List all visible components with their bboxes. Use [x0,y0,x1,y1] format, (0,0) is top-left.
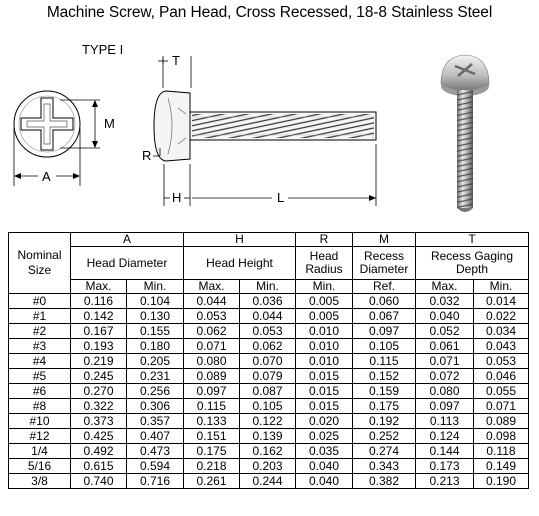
value-cell: 0.373 [71,414,127,429]
value-cell: 0.218 [184,459,240,474]
size-cell: #8 [9,399,71,414]
value-cell: 0.139 [240,429,296,444]
value-cell: 0.010 [296,339,353,354]
value-cell: 0.032 [416,294,474,309]
group-header-r: R [296,233,353,247]
table-row [9,294,529,309]
group-header-a: A [71,233,184,247]
column-header: Min. [474,280,529,294]
table-row [9,369,529,384]
value-cell: 0.044 [240,309,296,324]
value-cell: 0.010 [296,354,353,369]
label-t: T [172,53,180,68]
value-cell: 0.071 [474,399,529,414]
table-row [9,444,529,459]
column-header: Min. [296,280,353,294]
screw-side-view [142,53,376,206]
value-cell: 0.252 [353,429,416,444]
type-label: TYPE I [82,42,124,57]
column-header: Max. [184,280,240,294]
value-cell: 0.180 [127,339,184,354]
label-l: L [277,190,285,205]
value-cell: 0.067 [353,309,416,324]
value-cell: 0.122 [240,414,296,429]
group-header-h: H [184,233,296,247]
value-cell: 0.219 [71,354,127,369]
spec-table [8,232,529,489]
value-cell: 0.205 [127,354,184,369]
value-cell: 0.080 [416,384,474,399]
screw-photo [441,55,489,212]
value-cell: 0.190 [474,474,529,489]
value-cell: 0.473 [127,444,184,459]
value-cell: 0.322 [71,399,127,414]
value-cell: 0.382 [353,474,416,489]
size-cell: #4 [9,354,71,369]
value-cell: 0.020 [296,414,353,429]
value-cell: 0.149 [474,459,529,474]
value-cell: 0.055 [474,384,529,399]
value-cell: 0.097 [353,324,416,339]
table-row [9,354,529,369]
value-cell: 0.175 [353,399,416,414]
value-cell: 0.162 [240,444,296,459]
value-cell: 0.052 [416,324,474,339]
value-cell: 0.105 [353,339,416,354]
column-header-row [9,280,529,294]
value-cell: 0.044 [184,294,240,309]
column-header: Min. [240,280,296,294]
value-cell: 0.113 [416,414,474,429]
value-cell: 0.343 [353,459,416,474]
value-cell: 0.144 [416,444,474,459]
value-cell: 0.097 [184,384,240,399]
sub-header-head-diameter: Head Diameter [71,247,184,280]
value-cell: 0.116 [71,294,127,309]
value-cell: 0.040 [296,459,353,474]
value-cell: 0.060 [353,294,416,309]
value-cell: 0.152 [353,369,416,384]
value-cell: 0.025 [296,429,353,444]
value-cell: 0.035 [296,444,353,459]
label-a: A [42,169,51,184]
value-cell: 0.070 [240,354,296,369]
value-cell: 0.043 [474,339,529,354]
value-cell: 0.089 [474,414,529,429]
value-cell: 0.203 [240,459,296,474]
size-cell: 1/4 [9,444,71,459]
value-cell: 0.072 [416,369,474,384]
value-cell: 0.124 [416,429,474,444]
value-cell: 0.104 [127,294,184,309]
value-cell: 0.151 [184,429,240,444]
size-cell: #3 [9,339,71,354]
value-cell: 0.053 [184,309,240,324]
column-header: Min. [127,280,184,294]
value-cell: 0.097 [416,399,474,414]
table-body [9,294,529,489]
value-cell: 0.306 [127,399,184,414]
size-cell: #1 [9,309,71,324]
value-cell: 0.142 [71,309,127,324]
size-cell: #2 [9,324,71,339]
value-cell: 0.005 [296,309,353,324]
value-cell: 0.087 [240,384,296,399]
value-cell: 0.062 [184,324,240,339]
value-cell: 0.046 [474,369,529,384]
column-header: Max. [71,280,127,294]
label-m: M [104,116,115,131]
value-cell: 0.098 [474,429,529,444]
size-cell: 3/8 [9,474,71,489]
value-cell: 0.005 [296,294,353,309]
value-cell: 0.089 [184,369,240,384]
value-cell: 0.425 [71,429,127,444]
value-cell: 0.130 [127,309,184,324]
size-cell: #6 [9,384,71,399]
value-cell: 0.270 [71,384,127,399]
value-cell: 0.118 [474,444,529,459]
value-cell: 0.022 [474,309,529,324]
value-cell: 0.053 [240,324,296,339]
value-cell: 0.244 [240,474,296,489]
value-cell: 0.407 [127,429,184,444]
screw-diagram-svg [0,26,539,226]
column-header: Ref. [353,280,416,294]
table-row [9,414,529,429]
group-header-m: M [353,233,416,247]
value-cell: 0.015 [296,384,353,399]
column-header: Max. [416,280,474,294]
screw-figure [0,26,539,226]
value-cell: 0.594 [127,459,184,474]
value-cell: 0.159 [353,384,416,399]
value-cell: 0.034 [474,324,529,339]
size-cell: #5 [9,369,71,384]
table-row [9,399,529,414]
value-cell: 0.071 [184,339,240,354]
table-row [9,339,529,354]
value-cell: 0.071 [416,354,474,369]
value-cell: 0.256 [127,384,184,399]
value-cell: 0.015 [296,399,353,414]
table-row [9,429,529,444]
size-cell: #12 [9,429,71,444]
value-cell: 0.010 [296,324,353,339]
size-cell: #10 [9,414,71,429]
value-cell: 0.014 [474,294,529,309]
table-row [9,474,529,489]
size-cell: 5/16 [9,459,71,474]
value-cell: 0.133 [184,414,240,429]
value-cell: 0.245 [71,369,127,384]
value-cell: 0.173 [416,459,474,474]
value-cell: 0.615 [71,459,127,474]
value-cell: 0.357 [127,414,184,429]
value-cell: 0.193 [71,339,127,354]
size-cell: #0 [9,294,71,309]
value-cell: 0.015 [296,369,353,384]
value-cell: 0.167 [71,324,127,339]
value-cell: 0.040 [416,309,474,324]
value-cell: 0.080 [184,354,240,369]
group-header-row [9,233,529,247]
sub-header-head-height: Head Height [184,247,296,280]
label-r: R [142,148,152,163]
table-row [9,384,529,399]
group-header-t: T [416,233,529,247]
value-cell: 0.192 [353,414,416,429]
value-cell: 0.040 [296,474,353,489]
value-cell: 0.175 [184,444,240,459]
table-row [9,324,529,339]
table-row [9,459,529,474]
value-cell: 0.115 [184,399,240,414]
sub-header-head-radius: Head Radius [296,247,353,280]
sub-header-recess-gaging-depth: Recess Gaging Depth [416,247,529,280]
value-cell: 0.274 [353,444,416,459]
sub-header-row [9,247,529,280]
value-cell: 0.053 [474,354,529,369]
value-cell: 0.115 [353,354,416,369]
page-title: Machine Screw, Pan Head, Cross Recessed, 18-8 Stainless Steel [46,4,493,21]
size-header: Nominal Size [9,233,71,294]
sub-header-recess-diameter: Recess Diameter [353,247,416,280]
value-cell: 0.061 [416,339,474,354]
value-cell: 0.036 [240,294,296,309]
value-cell: 0.105 [240,399,296,414]
value-cell: 0.079 [240,369,296,384]
value-cell: 0.492 [71,444,127,459]
label-h: H [172,190,182,205]
head-top-view [14,91,115,186]
value-cell: 0.740 [71,474,127,489]
table-row [9,309,529,324]
value-cell: 0.261 [184,474,240,489]
value-cell: 0.213 [416,474,474,489]
value-cell: 0.716 [127,474,184,489]
value-cell: 0.155 [127,324,184,339]
value-cell: 0.062 [240,339,296,354]
value-cell: 0.231 [127,369,184,384]
